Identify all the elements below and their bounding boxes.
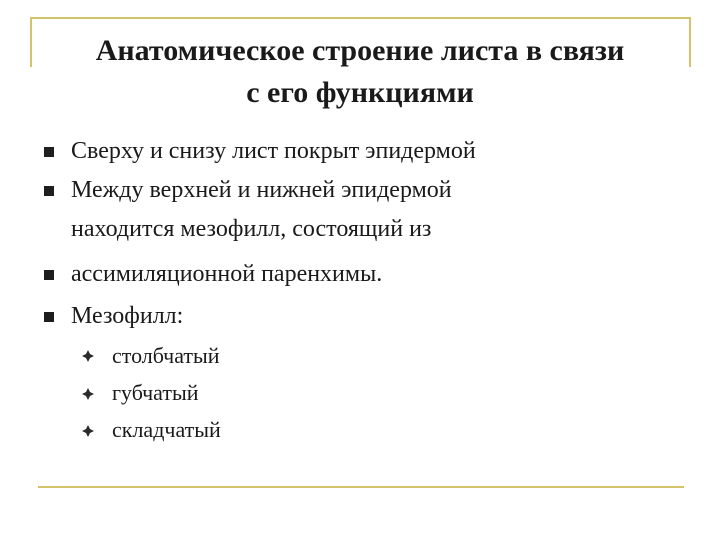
square-bullet-icon [44,312,54,322]
bullet-text: Между верхней и нижней эпидермой [71,177,452,203]
square-bullet-icon [44,270,54,280]
square-bullet-icon [44,147,54,157]
footer-divider-line [38,486,684,488]
title-frame-top-line [30,17,690,19]
sub-bullet-text: столбчатый [112,343,220,368]
sub-bullet-text: складчатый [112,417,221,442]
diamond-bullet-icon [82,350,94,362]
slide-title-line-1: Анатомическое строение листа в связи [95,34,625,67]
slide-title-line-2: с его функциями [246,76,474,109]
title-frame-right-line [689,17,691,67]
bullet-text-continuation: находится мезофилл, состоящий из [71,216,432,242]
bullet-text: ассимиляционной паренхимы. [71,261,383,287]
diamond-bullet-icon [82,425,94,437]
sub-bullet-text: губчатый [112,380,199,405]
bullet-text: Мезофилл: [71,303,184,329]
square-bullet-icon [44,186,54,196]
diamond-bullet-icon [82,388,94,400]
bullet-text: Сверху и снизу лист покрыт эпидермой [71,138,476,164]
slide-title [32,30,688,114]
